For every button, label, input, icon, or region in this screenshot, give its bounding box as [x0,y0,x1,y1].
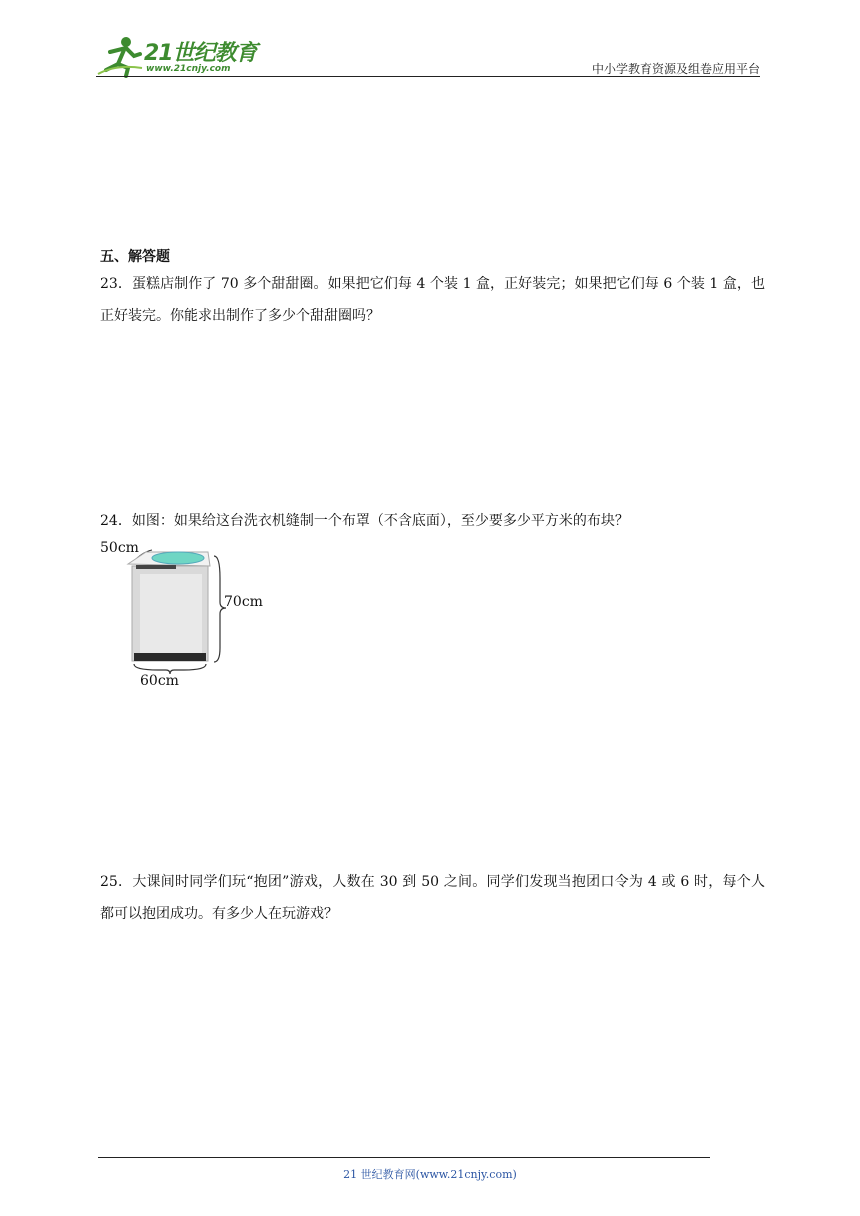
logo-subtext: www.21cnjy.com [146,64,231,74]
question-text: 蛋糕店制作了 70 多个甜甜圈。如果把它们每 4 个装 1 盒，正好装完；如果把它们每 6 个装 1 盒，也正好装完。你能求出制作了多少个甜甜圈吗？ [100,276,765,324]
depth-label: 50cm [100,540,139,556]
header-divider [96,76,760,77]
question-23 [100,268,765,332]
question-text: 大课间时同学们玩“抱团”游戏，人数在 30 到 50 之间。同学们发现当抱团口令为 4 或 6 时，每个人都可以抱团成功。有多少人在玩游戏？ [100,874,765,922]
height-label: 70cm [224,594,263,610]
section-title: 五、解答题 [100,249,170,265]
question-24 [100,505,765,537]
question-text: 如图：如果给这台洗衣机缝制一个布罩（不含底面），至少要多少平方米的布块？ [131,513,629,529]
question-number: 23． [100,276,132,292]
page-header [96,30,760,78]
washing-machine-figure [98,538,298,693]
logo-text: 21世纪教育 [144,41,257,66]
footer-divider [98,1157,710,1158]
width-label: 60cm [140,673,179,689]
question-number: 24． [100,513,132,529]
logo [96,34,266,78]
washing-machine-illustration [98,538,298,693]
footer-text[interactable]: 21 世纪教育网(www.21cnjy.com) [343,1168,517,1181]
question-25 [100,866,765,930]
question-number: 25． [100,874,133,890]
platform-name: 中小学教育资源及组卷应用平台 [591,62,760,76]
runner-logo-icon [96,34,144,78]
